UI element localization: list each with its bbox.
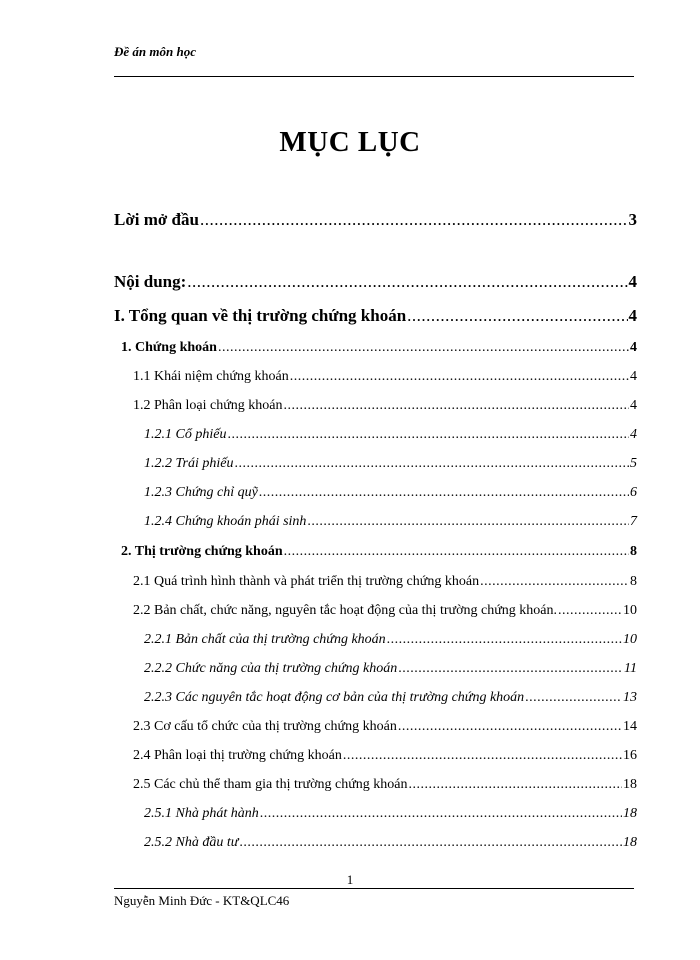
toc-leader xyxy=(187,272,627,292)
toc-entry-page: 4 xyxy=(630,369,637,384)
footer-rule xyxy=(114,888,634,889)
toc-entry[interactable] xyxy=(133,748,637,764)
toc-entry[interactable] xyxy=(114,272,637,292)
toc-entry-page: 8 xyxy=(630,544,637,559)
toc-entry-label: 1.2.1 Cổ phiếu xyxy=(144,427,227,442)
toc-entry-page: 10 xyxy=(623,632,637,647)
toc-entry[interactable] xyxy=(144,690,637,706)
toc-entry-label: I. Tổng quan về thị trường chứng khoán xyxy=(114,306,407,325)
toc-entry[interactable] xyxy=(144,661,637,677)
toc-entry-page: 10 xyxy=(623,603,637,618)
toc-leader xyxy=(480,574,629,590)
toc-leader xyxy=(558,603,622,619)
toc-leader xyxy=(239,835,622,851)
toc-leader xyxy=(284,544,629,560)
toc-entry[interactable] xyxy=(144,456,637,472)
toc-entry-page: 5 xyxy=(630,456,637,471)
toc-entry-page: 16 xyxy=(623,748,637,763)
toc-entry[interactable] xyxy=(144,427,637,443)
toc-leader xyxy=(259,485,629,501)
toc-leader xyxy=(234,456,629,472)
toc-leader xyxy=(398,661,623,677)
toc-entry[interactable] xyxy=(144,514,637,530)
toc-entry-label: 2. Thị trường chứng khoán xyxy=(121,544,283,559)
toc-leader xyxy=(407,306,627,326)
toc-entry-page: 3 xyxy=(628,210,637,229)
toc-entry-page: 18 xyxy=(623,777,637,792)
toc-entry[interactable] xyxy=(144,485,637,501)
toc-entry[interactable] xyxy=(121,340,637,356)
toc-entry-label: 2.3 Cơ cấu tổ chức của thị trường chứng khoán xyxy=(133,719,397,734)
toc-entry-page: 7 xyxy=(630,514,637,529)
footer-author: Nguyễn Minh Đức - KT&QLC46 xyxy=(114,893,290,908)
toc-leader xyxy=(260,806,622,822)
toc-entry-page: 4 xyxy=(630,398,637,413)
toc-entry-page: 11 xyxy=(624,661,637,676)
toc-entry-label: 2.5.1 Nhà phát hành xyxy=(144,806,259,821)
toc-leader xyxy=(409,777,622,793)
page-number: 1 xyxy=(346,872,354,887)
toc-leader xyxy=(290,369,629,385)
toc-entry-page: 4 xyxy=(628,272,637,291)
toc-entry[interactable] xyxy=(114,306,637,326)
toc-entry-page: 4 xyxy=(628,306,637,325)
toc-entry-page: 4 xyxy=(630,340,637,355)
toc-entry[interactable] xyxy=(144,835,637,851)
toc-entry-label: 1.2.3 Chứng chỉ quỹ xyxy=(144,485,258,500)
toc-leader xyxy=(343,748,622,764)
page-title: MỤC LỤC xyxy=(279,126,421,158)
toc-entry-label: Nội dung: xyxy=(114,272,187,291)
toc-entry[interactable] xyxy=(133,398,637,414)
toc-entry-page: 18 xyxy=(623,835,637,850)
toc-leader xyxy=(525,690,622,706)
toc-entry-page: 18 xyxy=(623,806,637,821)
toc-entry-label: 1.2.4 Chứng khoán phái sinh xyxy=(144,514,307,529)
toc-entry-label: 2.1 Quá trình hình thành và phát triển thị trường chứng khoán xyxy=(133,574,480,589)
toc-leader xyxy=(307,514,629,530)
toc-entry-label: 2.4 Phân loại thị trường chứng khoán xyxy=(133,748,342,763)
toc-entry-label: 2.2 Bản chất, chức năng, nguyên tắc hoạt động của thị trường chứng khoán. xyxy=(133,603,557,618)
toc-entry-label: Lời mở đầu xyxy=(114,210,199,229)
header-text: Đề án môn học xyxy=(114,44,196,59)
toc-leader xyxy=(218,340,629,356)
toc-entry-page: 4 xyxy=(630,427,637,442)
toc-leader xyxy=(227,427,629,443)
toc-entry-label: 1. Chứng khoán xyxy=(121,340,217,355)
toc-entry-label: 2.5.2 Nhà đầu tư xyxy=(144,835,239,850)
toc-entry-page: 8 xyxy=(630,574,637,589)
toc-entry[interactable] xyxy=(144,632,637,648)
toc-entry-label: 1.1 Khái niệm chứng khoán xyxy=(133,369,289,384)
toc-entry[interactable] xyxy=(133,369,637,385)
toc-leader xyxy=(387,632,622,648)
toc-entry-label: 1.2 Phân loại chứng khoán xyxy=(133,398,283,413)
toc-entry-label: 2.2.2 Chức năng của thị trường chứng khoán xyxy=(144,661,398,676)
toc-entry-page: 6 xyxy=(630,485,637,500)
toc-leader xyxy=(284,398,629,414)
toc-entry-label: 2.2.1 Bản chất của thị trường chứng khoán xyxy=(144,632,386,647)
toc-leader xyxy=(398,719,622,735)
toc-entry[interactable] xyxy=(133,777,637,793)
toc-entry[interactable] xyxy=(133,603,637,619)
toc-leader xyxy=(200,210,628,230)
toc-entry-label: 2.5 Các chủ thể tham gia thị trường chứng khoán xyxy=(133,777,408,792)
toc-entry[interactable] xyxy=(133,719,637,735)
toc-entry-label: 1.2.2 Trái phiếu xyxy=(144,456,234,471)
toc-entry-page: 13 xyxy=(623,690,637,705)
toc-entry-page: 14 xyxy=(623,719,637,734)
toc-entry[interactable] xyxy=(114,210,637,230)
toc-entry[interactable] xyxy=(121,544,637,560)
toc-entry[interactable] xyxy=(133,574,637,590)
toc-entry[interactable] xyxy=(144,806,637,822)
toc-entry-label: 2.2.3 Các nguyên tắc hoạt động cơ bản của thị trường chứng khoán xyxy=(144,690,525,705)
